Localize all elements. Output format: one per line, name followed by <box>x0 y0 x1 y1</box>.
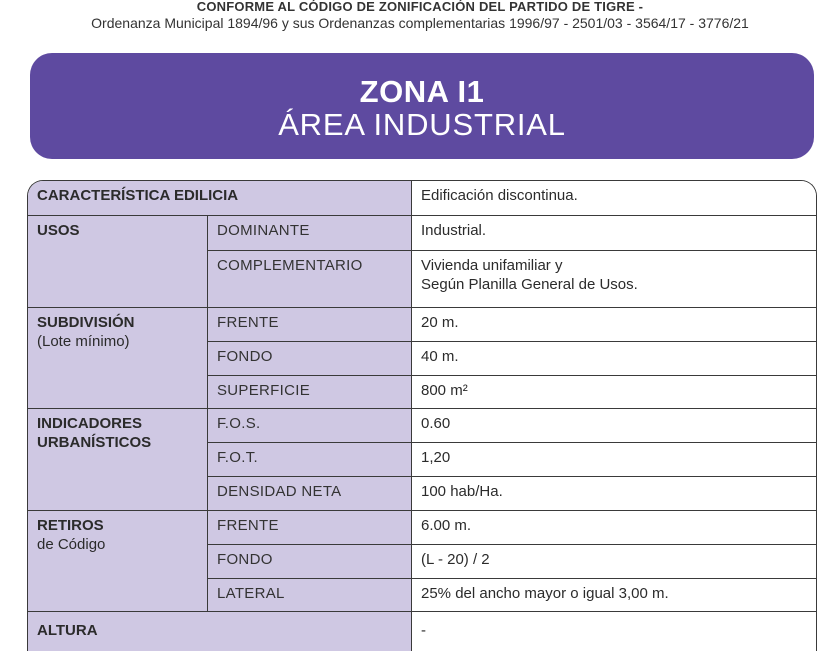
subdivision-superficie-value: 800 m² <box>412 376 816 409</box>
retiros-label-cell <box>28 511 208 612</box>
usos-label: USOS <box>28 216 208 308</box>
usos-complementario-line-1: Vivienda unifamiliar y <box>421 257 563 274</box>
subdivision-fondo-label: FONDO <box>208 342 412 376</box>
subdivision-superficie-label: SUPERFICIE <box>208 376 412 409</box>
retiros-frente-value: 6.00 m. <box>412 511 816 545</box>
indicadores-label-line-1: INDICADORES <box>37 415 143 432</box>
header-line-2: Ordenanza Municipal 1894/96 y sus Ordenanzas complementarias 1996/97 - 2501/03 - 3564/17 - 3776/21 <box>91 15 749 31</box>
usos-dominante-value: Industrial. <box>412 216 816 251</box>
header-line-1: CONFORME AL CÓDIGO DE ZONIFICACIÓN DEL PARTIDO DE TIGRE - <box>196 0 644 14</box>
zoning-table <box>27 180 817 651</box>
zone-area: ÁREA INDUSTRIAL <box>278 107 566 142</box>
subdivision-fondo-value: 40 m. <box>412 342 816 376</box>
retiros-frente-label: FRENTE <box>208 511 412 545</box>
altura-label: ALTURA <box>28 612 412 651</box>
retiros-fondo-value: (L - 20) / 2 <box>412 545 816 579</box>
fot-label: F.O.T. <box>208 443 412 477</box>
retiros-label: RETIROS <box>37 517 104 534</box>
fos-label: F.O.S. <box>208 409 412 443</box>
subdivision-label-cell <box>28 308 208 409</box>
indicadores-label-line-2: URBANÍSTICOS <box>37 434 152 451</box>
fos-value: 0.60 <box>412 409 816 443</box>
subdivision-sublabel: (Lote mínimo) <box>37 333 130 350</box>
indicadores-label-cell <box>28 409 208 511</box>
altura-value: - <box>412 612 816 651</box>
usos-complementario-line-2: Según Planilla General de Usos. <box>421 276 638 293</box>
zone-title: ZONA I1 <box>359 74 485 109</box>
retiros-fondo-label: FONDO <box>208 545 412 579</box>
subdivision-frente-value: 20 m. <box>412 308 816 342</box>
densidad-label: DENSIDAD NETA <box>208 477 412 511</box>
fot-value: 1,20 <box>412 443 816 477</box>
retiros-lateral-value: 25% del ancho mayor o igual 3,00 m. <box>412 579 816 612</box>
zone-banner <box>30 53 814 159</box>
usos-dominante-label: DOMINANTE <box>208 216 412 251</box>
subdivision-frente-label: FRENTE <box>208 308 412 342</box>
usos-complementario-label: COMPLEMENTARIO <box>208 251 412 308</box>
retiros-sublabel: de Código <box>37 536 106 553</box>
caracteristica-value: Edificación discontinua. <box>412 181 816 216</box>
retiros-lateral-label: LATERAL <box>208 579 412 612</box>
densidad-value: 100 hab/Ha. <box>412 477 816 511</box>
usos-complementario-value <box>412 251 816 308</box>
caracteristica-label: CARACTERÍSTICA EDILICIA <box>28 181 412 216</box>
subdivision-label: SUBDIVISIÓN <box>37 314 135 331</box>
